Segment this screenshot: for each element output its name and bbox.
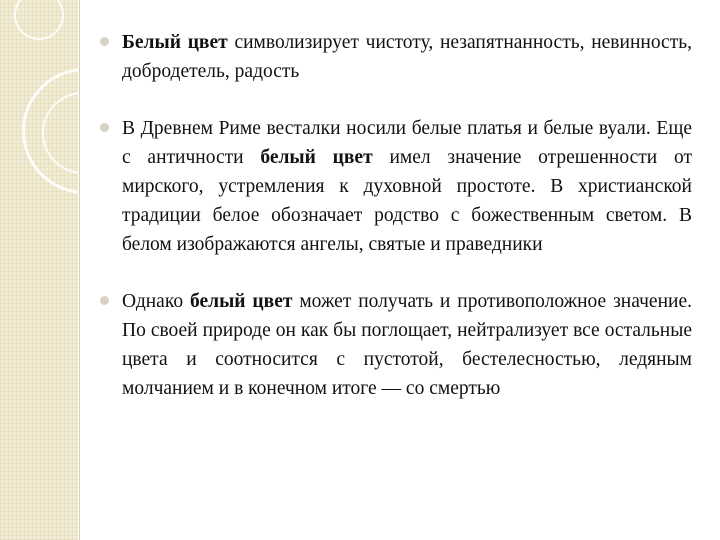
- bullet-item-2: [100, 114, 692, 259]
- bold-term: белый цвет: [260, 147, 373, 168]
- bullet-item-1: [100, 28, 692, 86]
- bullet-text: [122, 28, 692, 86]
- bullet-body: имел значение отрешенности от мирского, устремления к духовной простоте. В христианской традиции белое обозначает родство с божественным светом. В белом изображаются ангелы, святые и праведники: [122, 147, 692, 255]
- decorative-circle: [14, 0, 64, 40]
- bold-term: белый цвет: [189, 291, 293, 312]
- bullet-text: [122, 287, 692, 403]
- sidebar-divider: [79, 0, 80, 540]
- bullet-body: может получать и противоположное значение. По своей природе он как бы поглощает, нейтрализует все остальные цвета и соотносится с пустотой, бестелесностью, ледяным молчанием и в конечном итоге — со смертью: [122, 291, 692, 399]
- slide-content: [100, 28, 692, 431]
- bullet-lead: В Древнем Риме весталки носили белые платья и белые вуали. Еще с античности: [122, 118, 692, 168]
- bullet-dot-icon: [100, 123, 109, 132]
- decorative-sidebar: [0, 0, 78, 540]
- bullet-dot-icon: [100, 37, 109, 46]
- bullet-text: [122, 114, 692, 259]
- bullet-lead: Однако: [122, 291, 190, 312]
- bullet-item-3: [100, 287, 692, 403]
- bold-term: Белый цвет: [122, 32, 228, 53]
- bullet-body: символизирует чистоту, незапятнанность, невинность, добродетель, радость: [122, 32, 693, 82]
- bullet-dot-icon: [100, 296, 109, 305]
